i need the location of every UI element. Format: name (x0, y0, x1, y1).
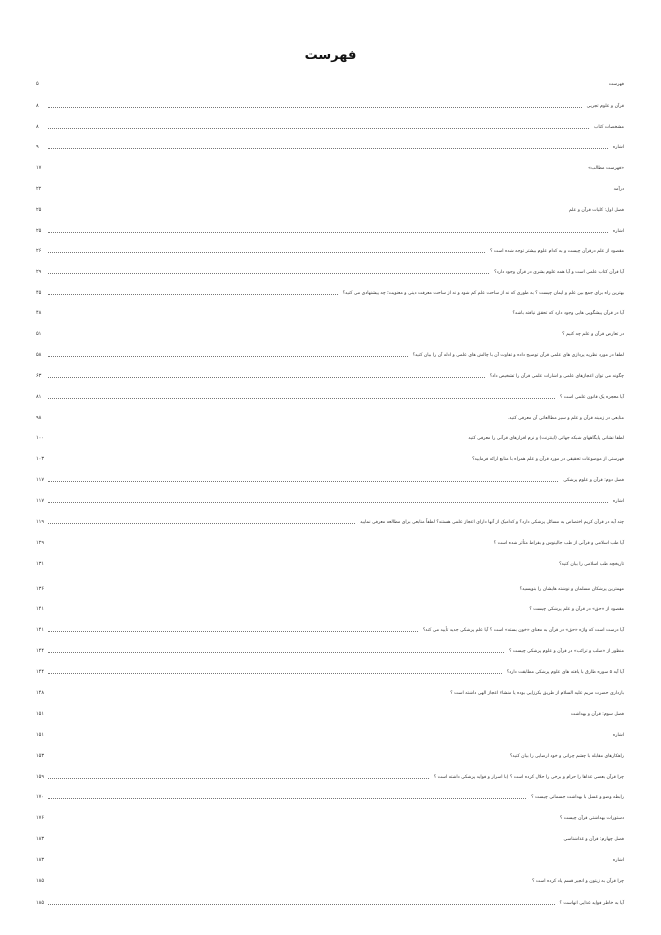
toc-entry-label: رابطه وضو و غسل با بهداشت جسمانی چیست ؟ (531, 794, 624, 800)
toc-entry-label: مقصود از علم درقرآن چیست و به کدام علوم بیشتر توجه شده است ؟ (490, 248, 624, 254)
dot-leader (48, 398, 555, 399)
toc-entry-label: چرا قرآن به زیتون و انجیر قسم یاد کرده است ؟ (532, 878, 624, 884)
toc-entry[interactable] (36, 182, 624, 196)
toc-entry-label: «فهرست مطالب» (588, 165, 624, 171)
toc-entry[interactable] (36, 728, 624, 742)
dot-leader (48, 294, 338, 295)
dot-leader (48, 652, 504, 653)
toc-entry[interactable] (36, 327, 624, 341)
toc-entry[interactable] (36, 665, 624, 679)
toc-entry-label: مشخصات کتاب (594, 124, 624, 130)
toc-entry-page-number: ۴۸ (36, 310, 42, 316)
toc-entry-page-number: ۱۷ (36, 165, 42, 171)
toc-entry[interactable] (36, 411, 624, 425)
toc-entry-page-number: ۲۹ (36, 269, 42, 275)
toc-entry-label: اشاره (612, 228, 624, 234)
toc-entry[interactable] (36, 203, 624, 217)
dot-leader (48, 631, 418, 632)
dot-leader (48, 523, 355, 524)
toc-entry[interactable] (36, 749, 624, 763)
toc-entry[interactable] (36, 644, 624, 658)
dot-leader (48, 107, 582, 108)
toc-entry[interactable] (36, 707, 624, 721)
toc-entry-page-number: ۲۶ (36, 248, 42, 254)
toc-entry-label: آیا آیه ۵ سوره طارق با یافته های علوم پزشکی مطابقت دارد؟ (506, 669, 624, 675)
toc-entry-page-number: ۲۵ (36, 207, 42, 213)
toc-entry-page-number: ۶۳ (36, 373, 42, 379)
toc-entry-page-number: ۱۳۱ (36, 561, 45, 567)
toc-entry[interactable] (36, 286, 624, 300)
toc-entry-page-number: ۱۸۵ (36, 878, 45, 884)
toc-entry-page-number: ۱۴۸ (36, 690, 45, 696)
toc-entry[interactable] (36, 832, 624, 846)
toc-entry-page-number: ۵۱ (36, 331, 42, 337)
toc-entry-label: فصل اول: کلیات قرآن و علم (568, 207, 624, 213)
toc-entry-page-number: ۱۷۶ (36, 815, 45, 821)
toc-entry-label: تاریخچه طب اسلامی را بیان کنید؟ (559, 561, 624, 567)
toc-entry[interactable] (36, 140, 624, 154)
dot-leader (48, 377, 485, 378)
toc-entry[interactable] (36, 770, 624, 784)
toc-entry-label: آیا درست است که واژه «حق» در قرآن به معنای «خون بسته» است ؟ آیا علم پزشکی جدید تأیید می کند؟ (422, 627, 624, 633)
toc-entry-label: آیا قرآن کتاب علمی است و آیا همه علوم بشری در قرآن وجود دارد؟ (494, 269, 624, 275)
toc-entry[interactable] (36, 348, 624, 362)
toc-entry-page-number: ۲۲ (36, 186, 42, 192)
toc-entry-page-number: ۱۸۳ (36, 857, 45, 863)
toc-entry-page-number: ۱۲۹ (36, 540, 45, 546)
toc-entry[interactable] (36, 582, 624, 596)
toc-entry[interactable] (36, 161, 624, 175)
toc-entry-label: فصل دوم: قرآن و علوم پزشکی (563, 477, 624, 483)
toc-entry-label: لطفا نشانی پایگاههای شبکه جهانی (اینترنت) و نرم افزارهای قرآنی را معرفی کنید (468, 435, 624, 441)
dot-leader (48, 778, 429, 779)
toc-entry[interactable] (36, 452, 624, 466)
toc-entry-label: مقصود از «حق» در قرآن و علم پزشکی چیست ؟ (529, 606, 624, 612)
toc-entry[interactable] (36, 623, 624, 637)
toc-entry[interactable] (36, 77, 624, 91)
toc-entry[interactable] (36, 265, 624, 279)
toc-entry-label: فهرستی از موضوعات تحقیقی در مورد قرآن و علم همراه با منابع ارائه فرمایید؟ (472, 456, 624, 462)
dot-leader (48, 673, 502, 674)
dot-leader (48, 502, 608, 503)
toc-entry-label: منابعی در زمینه قرآن و علم و سیر مطالعاتی آن معرفی کنید. (507, 415, 624, 421)
toc-entry-label: لطفا در مورد نظریه پردازی های علمی قرآن توضیح داده و تفاوت آن با چالش های علمی و ادله آن را بیان کنید؟ (412, 352, 624, 358)
dot-leader (48, 232, 608, 233)
dot-leader (48, 252, 485, 253)
dot-leader (48, 904, 555, 905)
toc-entry-page-number: ۱۴۱ (36, 627, 45, 633)
toc-entry[interactable] (36, 686, 624, 700)
toc-entry-page-number: ۹ (36, 144, 39, 150)
toc-entry-page-number: ۸۱ (36, 394, 42, 400)
toc-entry-label: راهکارهای مقابله با چشم چرانی و خود ارضایی را بیان کنید؟ (509, 753, 624, 759)
toc-entry-page-number: ۱۱۷ (36, 498, 45, 504)
toc-entry[interactable] (36, 557, 624, 571)
toc-entry-page-number: ۱۳۶ (36, 586, 45, 592)
dot-leader (48, 481, 558, 482)
toc-entry[interactable] (36, 390, 624, 404)
toc-entry-label: اشاره (612, 857, 624, 863)
toc-entry-page-number: ۱۵۹ (36, 774, 45, 780)
dot-leader (48, 356, 408, 357)
toc-entry-page-number: ۹۸ (36, 415, 42, 421)
toc-entry-label: آیا به خاطر فواید غذایی انهاست ؟ (559, 900, 624, 906)
toc-entry[interactable] (36, 120, 624, 134)
toc-entry-page-number: ۱۴۴ (36, 669, 45, 675)
toc-entry[interactable] (36, 306, 624, 320)
toc-entry-page-number: ۸ (36, 103, 39, 109)
toc-entry-label: فصل چهارم: قرآن و غذاشناسی (563, 836, 624, 842)
toc-entry-page-number: ۲۵ (36, 228, 42, 234)
toc-entry-label: فصل سوم: قرآن و بهداشت (570, 711, 624, 717)
toc-entry[interactable] (36, 874, 624, 888)
toc-entry[interactable] (36, 896, 624, 910)
toc-entry-label: چرا قرآن بعضی غذاها را حرام و برخی را حلال کرده است ؟ (با اسرار و فواید پزشکی داشته است ؟ (433, 774, 624, 780)
page-title: فهرست (304, 48, 357, 63)
toc-entry-label: آیا معجزه یک قانون علمی است ؟ (559, 394, 624, 400)
toc-entry[interactable] (36, 369, 624, 383)
toc-entry-page-number: ۱۴۴ (36, 648, 45, 654)
toc-entry[interactable] (36, 853, 624, 867)
toc-entry-page-number: ۱۵۱ (36, 732, 45, 738)
toc-entry-page-number: ۱۱۷ (36, 477, 45, 483)
toc-entry-label: چگونه می توان اعجازهای علمی و اشارات علمی قرآن را تشخیص داد؟ (489, 373, 624, 379)
toc-entry[interactable] (36, 473, 624, 487)
toc-entry-label: اشاره (612, 732, 624, 738)
toc-entry-page-number: ۱۵۱ (36, 711, 45, 717)
toc-entry-page-number: ۱۰۳ (36, 456, 45, 462)
dot-leader (48, 128, 589, 129)
toc-entry[interactable] (36, 494, 624, 508)
toc-entry-label: بارداری حضرت مریم علیه السلام از طریق بکرزایی بوده یا منشاء اعجاز الهی داشته است ؟ (450, 690, 624, 696)
toc-entry-page-number: ۱۸۵ (36, 900, 45, 906)
toc-entry[interactable] (36, 431, 624, 445)
toc-entry-label: آیا در قرآن پیشگویی هایی وجود دارد که تحقق نیافته باشد؟ (512, 310, 624, 316)
dot-leader (48, 273, 489, 274)
toc-entry-page-number: ۱۸۳ (36, 836, 45, 842)
toc-entry-page-number: ۱۵۳ (36, 753, 45, 759)
toc-entry-label: دستورات بهداشتی قرآن چیست ؟ (559, 815, 624, 821)
toc-entry[interactable] (36, 515, 624, 529)
dot-leader (48, 798, 526, 799)
toc-entry-page-number: ۴۵ (36, 290, 42, 296)
toc-entry-label: فهرست (608, 81, 624, 87)
toc-entry-label: مهمترین پزشکان مسلمان و نوشته هایشان را بنویسید؟ (519, 586, 624, 592)
toc-entry-page-number: ۱۱۹ (36, 519, 45, 525)
toc-entry-label: منظور از «صلب و ترائب» در قرآن و علوم پزشکی چیست ؟ (508, 648, 624, 654)
toc-entry[interactable] (36, 224, 624, 238)
toc-entry-label: اشاره (612, 498, 624, 504)
toc-entry[interactable] (36, 244, 624, 258)
toc-entry[interactable] (36, 811, 624, 825)
toc-entry-page-number: ۱۷۰ (36, 794, 45, 800)
toc-entry-page-number: ۱۰۰ (36, 435, 45, 441)
toc-entry-page-number: ۱۴۱ (36, 606, 45, 612)
toc-entry-page-number: ۸ (36, 124, 39, 130)
toc-entry[interactable] (36, 602, 624, 616)
toc-entry-label: چند آیه در قرآن کریم اختصاص به مسائل پزشکی دارد؟ و کدامیک از آنها دارای اعجاز علمی هستند؟ لطفاً منابعی برای مطالعه معرفی نمایید (360, 519, 624, 525)
toc-entry-page-number: ۵۸ (36, 352, 42, 358)
toc-entry[interactable] (36, 536, 624, 550)
toc-entry-label: قرآن و علوم تجربی (586, 103, 624, 109)
toc-entry-label: درآمد (613, 186, 624, 192)
toc-entry-label: آیا طب اسلامی و قرآنی از طب جالینوس و بقراط متأثر شده است ؟ (493, 540, 624, 546)
toc-entry-label: اشاره (612, 144, 624, 150)
toc-entry[interactable] (36, 790, 624, 804)
toc-entry-label: بهترین راه برای جمع بین علم و ایمان چیست ؟ به طوری که نه از ساحت علم کم شود و نه از ساحت معرفت دینی و معنویت؛ چه پیشنهادی می کنید؟ (342, 290, 624, 296)
toc-entry-label: در تعارض قرآن و علم چه کنیم ؟ (562, 331, 624, 337)
toc-entry[interactable] (36, 99, 624, 113)
toc-entry-page-number: ۵ (36, 81, 39, 87)
dot-leader (48, 148, 608, 149)
